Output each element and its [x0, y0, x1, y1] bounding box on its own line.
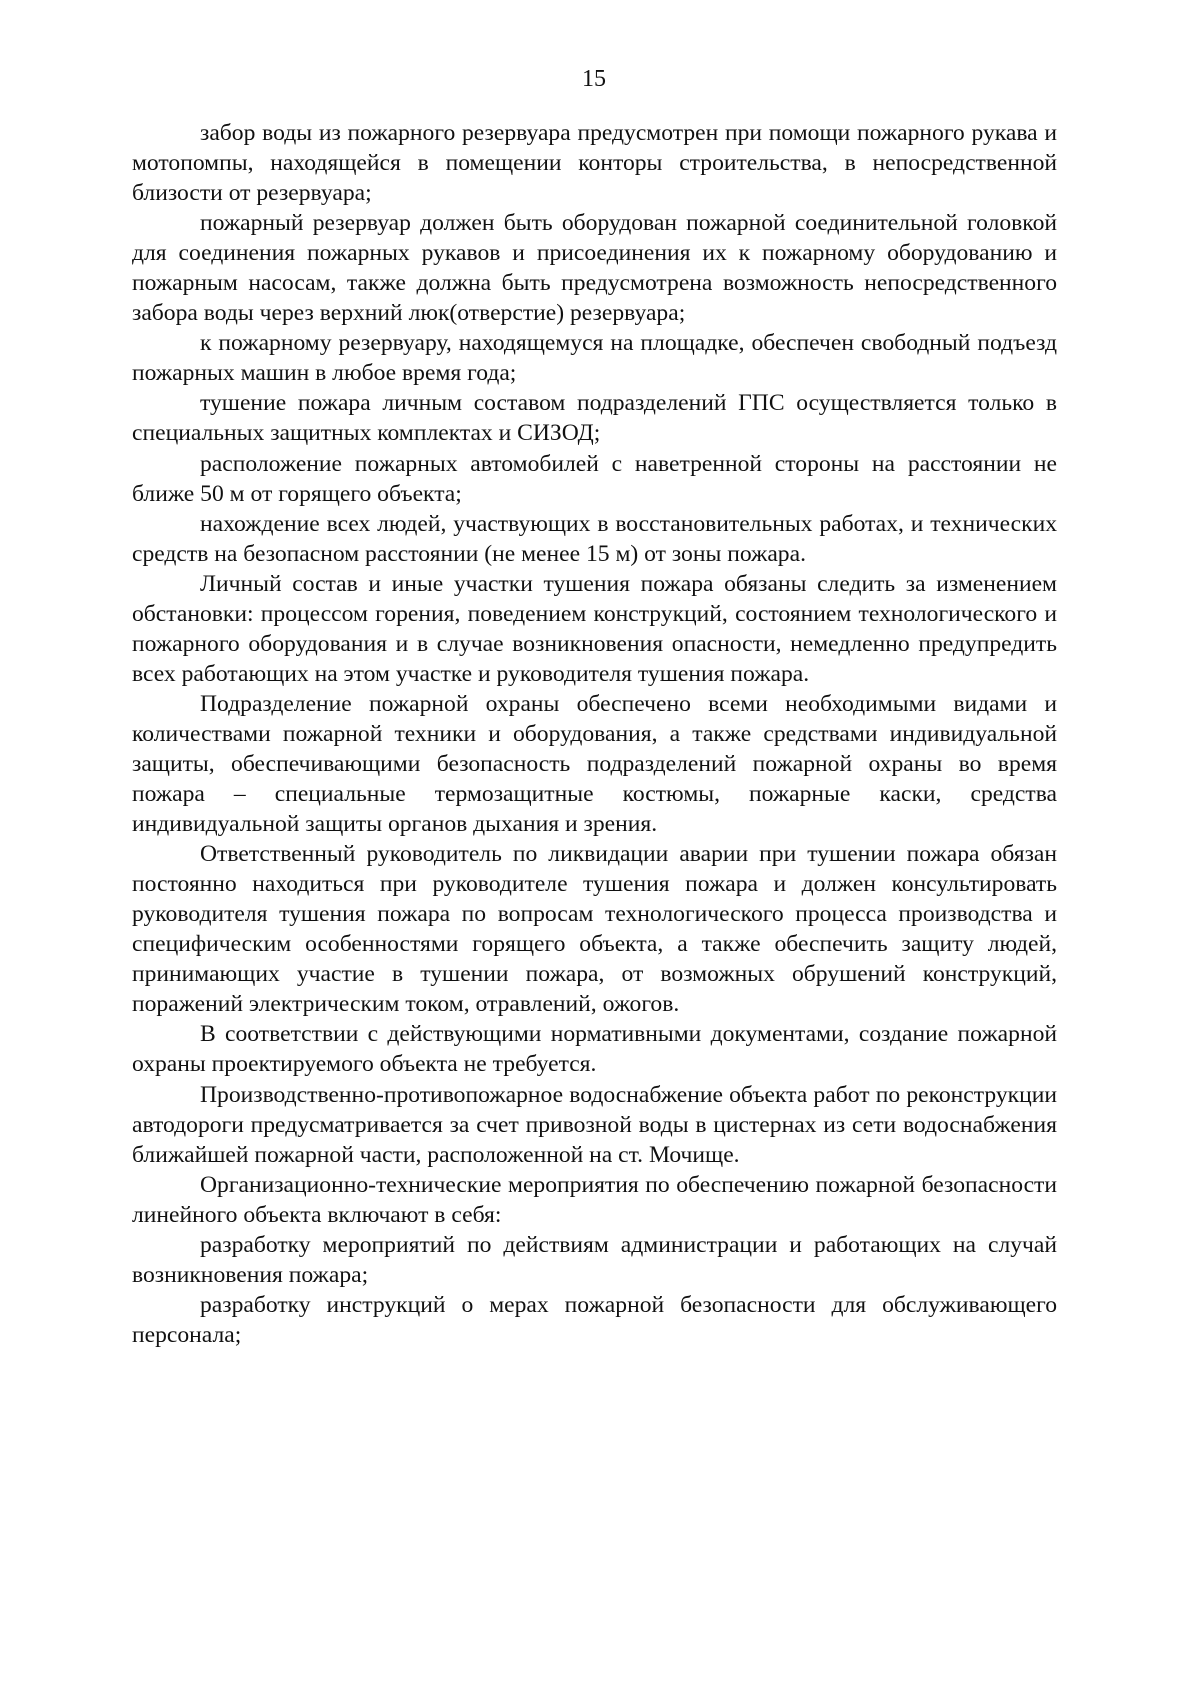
paragraph-firefighting-gear: тушение пожара личным составом подразделений ГПС осуществляется только в специальных защитных комплектах и СИЗОД; [132, 390, 1057, 447]
paragraph-water-intake: забор воды из пожарного резервуара предусмотрен при помощи пожарного рукава и мотопомпы, находящейся в помещении конторы строительства, в непосредственной близости от резервуара; [132, 120, 1057, 207]
paragraph-vehicle-placement: расположение пожарных автомобилей с наветренной стороны на расстоянии не ближе 50 м от горящего объекта; [132, 450, 1057, 507]
paragraph-organizational-measures: Организационно-технические мероприятия по обеспечению пожарной безопасности линейного объекта включают в себя: [132, 1171, 1057, 1228]
paragraph-administration-actions: разработку мероприятий по действиям администрации и работающих на случай возникновения пожара; [132, 1231, 1057, 1288]
paragraph-fire-unit-equipment: Подразделение пожарной охраны обеспечено всеми необходимыми видами и количествами пожарной техники и оборудования, а также средствами индивидуальной защиты, обеспечивающими безопасность подразделений пожарной охраны во время пожара – специальные термозащитные костюмы, пожарные каски, средства индивидуальной защиты органов дыхания и зрения. [132, 690, 1057, 838]
paragraph-safe-distance: нахождение всех людей, участвующих в восстановительных работах, и технических средств на безопасном расстоянии (не менее 15 м) от зоны пожара. [132, 510, 1057, 567]
paragraph-water-supply: Производственно-противопожарное водоснабжение объекта работ по реконструкции автодороги предусматривается за счет привозной воды в цистернах из сети водоснабжения ближайшей пожарной части, расположенной на ст. Мочище. [132, 1081, 1057, 1168]
paragraph-reservoir-equipment: пожарный резервуар должен быть оборудован пожарной соединительной головкой для соединения пожарных рукавов и присоединения их к пожарному оборудованию и пожарным насосам, также должна быть предусмотрена возможность непосредственного забора воды через верхний люк(отверстие) резервуара; [132, 210, 1057, 327]
paragraph-responsible-manager: Ответственный руководитель по ликвидации аварии при тушении пожара обязан постоянно находиться при руководителе тушения пожара и должен консультировать руководителя тушения пожара по вопросам технологического процесса производства и специфическим особенностями горящего объекта, а также обеспечить защиту людей, принимающих участие в тушении пожара, от возможных обрушений конструкций, поражений электрическим током, отравлений, ожогов. [132, 841, 1057, 1018]
paragraph-vehicle-access: к пожарному резервуару, находящемуся на площадке, обеспечен свободный подъезд пожарных машин в любое время года; [132, 330, 1057, 387]
paragraph-fire-protection-not-required: В соответствии с действующими нормативными документами, создание пожарной охраны проектируемого объекта не требуется. [132, 1021, 1057, 1078]
paragraph-personnel-duties: Личный состав и иные участки тушения пожара обязаны следить за изменением обстановки: процессом горения, поведением конструкций, состоянием технологического и пожарного оборудования и в случае возникновения опасности, немедленно предупредить всех работающих на этом участке и руководителя тушения пожара. [132, 570, 1057, 687]
paragraph-safety-instructions: разработку инструкций о мерах пожарной безопасности для обслуживающего персонала; [132, 1291, 1057, 1348]
page-number: 15 [582, 66, 606, 92]
document-body [132, 118, 1057, 1350]
